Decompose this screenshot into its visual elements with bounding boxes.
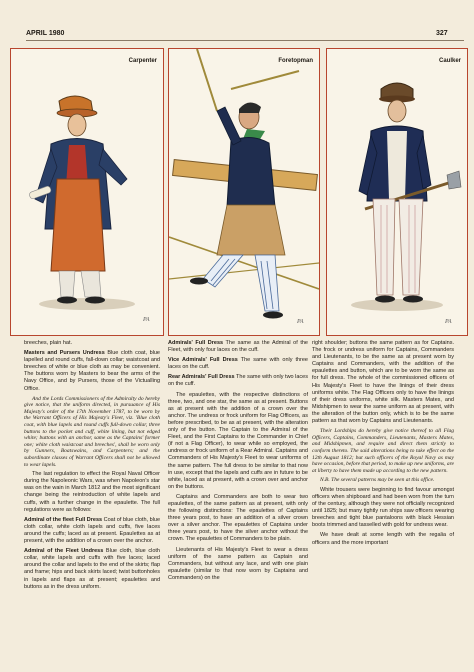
paragraph: breeches, plain hat. [24, 340, 73, 346]
paragraph [24, 548, 160, 591]
svg-text:PA: PA [297, 319, 304, 325]
paragraph-body: The same as the Admiral of the Fleet, with only four laces on the cuff. [168, 340, 308, 354]
caption-caulker: Caulker [438, 58, 461, 64]
paragraph: Lieutenants of His Majesty's Fleet to wear a dress uniform of the same pattern as Captain and Commanders, but without any lace, and with one plain epaulette (similar to that now worn by Captains and Commanders) on the [168, 546, 308, 581]
paragraph: White trousers were beginning to find favour amongst officers when shipboard and had been worn from the turn of the century, although they were not officially recognized until 1825; but many tightly run ships saw officers wearing breeches and tight blue pantaloons with black Hessian boots trimmed and tasselled with gold for undress wear. [312, 486, 454, 529]
paragraph: right shoulder; buttons the same pattern as for Captains. The frock or undress uniform for Captains, Commanders and Lieutenants, to be the same as at present worn by Captains and Commanders, with the addition of the epaulettes and button, which are to be worn the same as for full dress. The whole of the commissioned officers of His Majesty's Fleet to have the linings of their dress uniforms white. The Flag Officers only to have the linings of their dress uniforms, white silk. Masters Mates, and Midshipmen to wear the same uniform as at present, with the alteration of the button only, which is to be the same pattern as that worn by Captains and Lieutenants. [312, 340, 454, 425]
caption-carpenter: Carpenter [128, 58, 157, 64]
illustration-carpenter [10, 48, 164, 336]
issue-date: APRIL 1980 [26, 30, 65, 37]
text-column-2 [168, 340, 308, 585]
caulker-figure [327, 49, 467, 335]
paragraph-body: The same with only three laces on the cuff. [168, 357, 308, 371]
paragraph-heading: Vice Admirals' Full Dress [168, 357, 238, 364]
italic-notice: And the Lords Commissioners of the Admiralty do hereby give notice, that the uniform directed, in pursuance of His Majesty's order of the 17th November 1787, to be worn by the Warrant Officers of His Majesty's Fleet, viz. 'Blue cloth coat, with blue lapels and round cuffs full-down collar, three buttons to the pocket and cuff, white lining, but not edged white; buttons with an anchor, same as the Captains' former one; white cloth waistcoat and breeches', shall be worn only by Gunners, Boatswains, and Carpenters; and the subordinate classes of Warrant Officers shall not be allowed to wear lapels. [24, 395, 160, 468]
paragraph [24, 350, 160, 393]
header-rule [26, 40, 464, 41]
foretopman-figure [169, 49, 319, 335]
paragraph-body: Blue cloth, blue cloth collar, white lapels and cuffs with five laces; laced around the collar and lapels to the end of the skirts; flap and frame; hips and back skirts laced; twist buttonholes in lapels and flaps as at present; epaulettes and buttons as in the dress uniform. [24, 548, 160, 590]
paragraph-heading: Masters and Pursers Undress [24, 350, 105, 357]
caption-foretopman: Foretopman [278, 58, 313, 64]
paragraph: The last regulation to effect the Royal Naval Officer during the Napoleonic Wars, was when Napoleon's star was on the wain in March 1812 and the most significant change being the reintroduction of white lapels and cuffs, with a further change in the epaulette. The full regulations were as follows: [24, 471, 160, 513]
paragraph-body: Coat of blue cloth, blue cloth collar, white cloth lapels and cuffs, five laces around the cuffs; laced as at present. Epaulettes as at present, with the addition of a crown over the anchor. [24, 516, 160, 545]
paragraph-heading: Admirals' Full Dress [168, 340, 224, 346]
paragraph-heading: Admiral of the Fleet Undress [24, 548, 104, 555]
italic-notice: Their Lordships do hereby give notice thereof to all Flag Officers, Captains, Commanders, Lieutenants, Masters Mates, and Midshipmen, and require and direct them strictly to conform thereto. The said alterations being to take effect on the 12th August 1812; but such officers of the Royal Navy as may have occasion, before that period, to make up new uniforms, are at liberty to have them made up according to the new pattern. [312, 428, 454, 474]
paragraph: Captains and Commanders are both to wear two epaulettes, of the same pattern as at present, with only the following distinctions: The epaulettes of Captains three years post, to have an addition of a silver crown over a silver anchor. The epaulettes of Captains under three years post, to have the silver anchor without the crown. The epaulettes of Commanders to be plain. [168, 493, 308, 543]
paragraph-heading: Admiral of the fleet Full Dress [24, 516, 103, 523]
carpenter-figure [11, 49, 163, 335]
illustration-foretopman [168, 48, 320, 336]
paragraph [24, 517, 160, 545]
paragraph-heading: Rear Admirals' Full Dress [168, 374, 235, 381]
paragraph [168, 340, 308, 354]
paragraph [168, 357, 308, 371]
italic-note: N.B. The several patterns may be seen at this office. [320, 477, 435, 484]
text-column-3 [312, 340, 454, 550]
illustration-caulker [326, 48, 468, 336]
paragraph-body: The same with only two laces on the cuff. [168, 374, 308, 388]
paragraph: The epaulettes, with the respective distinctions of three, two, and one star, the same as at present. Buttons as at present with the addition of a crown over the anchor. The undress or frock uniform for Flag Officers, as before prescribed, to be as at present, with the alteration only of the button. The Captain to the Admiral of the Fleet, and the First Captains to the Commander in Chief (if not a Flag Officer), to wear while so employed, the undress or frock uniform of a Rear Admiral. Captains and Commanders of His Majesty's Fleet to wear uniforms of the same pattern. The full dress to be similar to that now in use, except that the lapels and cuffs are in future to be white, laced as at present, with a crown over and anchor on the buttons. [168, 391, 308, 490]
page-number: 327 [436, 30, 448, 37]
svg-text:PA: PA [445, 319, 452, 325]
paragraph [168, 374, 308, 388]
text-column-1 [24, 340, 160, 594]
paragraph-body: Blue cloth coat, blue lapelled and round cuffs, fall-down collar; waistcoat and breeches of white or blue cloth as may be convenient. The buttons worn by Masters to bear the arms of the Navy Office, and by Pursers, those of the Victualling Office. [24, 350, 160, 392]
paragraph: We have dealt at some length with the regalia of officers and the more important [312, 532, 454, 546]
svg-text:PA: PA [143, 317, 150, 323]
